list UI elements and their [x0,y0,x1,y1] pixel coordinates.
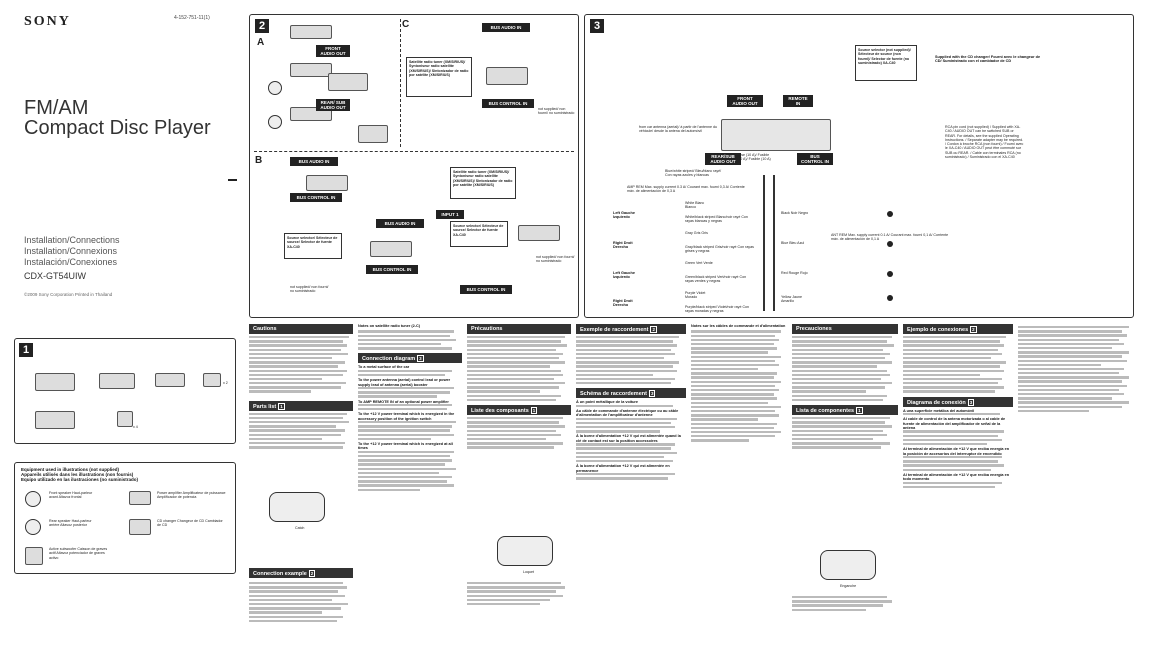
equipment-panel [14,462,236,574]
amp-rem-label: AMP REM Max. supply current 0.3 A/ Courant max. fourni 0,3 A/ Corriente máx. de alimentación de 0,3 A [627,185,745,194]
front-speaker-icon [25,491,41,507]
column-7 [903,324,1013,642]
step-5-title: To the +12 V power terminal which is energized at all times [358,442,453,451]
bus-control-in-label: BUS CONTROL IN [366,265,418,274]
connection-diagram-text [358,363,462,494]
ejemplo-title: Ejemplo de conexiones [907,327,969,333]
speaker-icon [268,115,282,129]
part-frame [99,373,135,389]
fold-mark [228,179,237,181]
parts-list-title: Parts list [253,403,277,410]
connector-dot [887,295,893,301]
subwoofer-label: Active subwoofer Caisson de graves actif Altavoz potenciador de graves activo [49,547,108,560]
precauciones-title: Precauciones [796,326,832,332]
precautions-fr-title: Précautions [471,326,503,332]
column-8-text [1018,324,1136,416]
diagrama-step-1: A una superficie metálica del automóvil [903,408,975,413]
purple-striped-label: Purple/black striped Violet/noir rayé Con rayas moradas y negras [685,305,750,314]
power-amp-label: Power amplifier Amplificateur de puissance Amplificador de potencia [157,491,226,500]
equipment-title-en: Equipment used in illustrations (not supplied) [21,467,120,472]
part-bracket [155,373,185,387]
enganche-label: Enganche [840,584,857,588]
input1-label: INPUT 1 [436,210,464,219]
front-speaker-label: Front speaker Haut-parleur avant Altavoz frontal [49,491,93,500]
speaker-icon [268,81,282,95]
diagrama-header [903,397,1013,407]
column-8 [1018,324,1136,642]
figure-2-number: 2 [255,19,269,33]
connector-dot [887,241,893,247]
speaker-unit-1 [290,25,332,39]
exemple-header [576,324,686,334]
rear-sub-audio-out-label: REAR/ SUB AUDIO OUT [316,99,350,111]
bus-audio-in-label: BUS AUDIO IN [482,23,530,32]
figure-2-panel [249,14,579,318]
connector-dot [887,211,893,217]
power-amp-icon [129,491,151,505]
connection-example-header [249,568,353,578]
step-4-title: To the +12 V power terminal which is energized in the accessory position of the ignition switch [358,412,455,421]
headunit-c [486,67,528,85]
headunit-b2 [370,241,412,257]
purple-wire-label: Purple Violet Morado [685,291,706,300]
headunit-a [328,73,368,91]
part-sleeve [35,373,75,391]
bus-audio-in-label: BUS AUDIO IN [376,219,424,228]
connector-dot [887,271,893,277]
step-2-title: To the power antenna (aerial) control lead or power supply lead of antenna (aerial) booster [358,378,451,387]
subwoofer-unit [358,125,388,143]
diagrama-step-2: Al cable de control de la antena motorizada o al cable de fuente de alimentación del amplificador de señal de la antena [903,417,1006,431]
subtitle-es: Instalación/Conexiones [24,257,118,267]
schema-ref: 3 [650,391,654,397]
right-label: Right Droit Derecho [613,241,633,250]
figure-1-panel [14,338,236,444]
step-3-title: To AMP REMOTE IN of an optional power amplifier [358,399,449,404]
left-label: Left Gauche Izquierdo [613,211,635,220]
cd-changer-icon [129,519,151,535]
figure-1-number: 1 [19,343,33,357]
section-a-label: A [257,37,265,48]
satellite-notes-text [358,328,462,353]
wire-bundle [763,175,765,311]
title-line2: Compact Disc Player [24,117,211,139]
diagrama-text [903,407,1013,492]
parts-list-text [249,411,353,453]
lista-text [792,415,898,453]
remote-in-label: REMOTE IN [783,95,813,107]
gray-wire-label: Gray Gris Gris [685,231,708,235]
antenna-label: from car antenna (aerial)/ à partir de l'antenne du véhicule/ desde la antena del automóvil [639,125,717,134]
bus-control-in-label: BUS CONTROL IN [290,193,342,202]
headunit-b3 [518,225,560,241]
step-1-title: To a metal surface of the car [358,365,410,370]
schema-header [576,388,686,398]
headunit-rear [721,119,831,151]
diagrama-step-3: Al terminal de alimentación de +12 V que reciba energía en la posición de accesorios del interruptor de encendido [903,447,1010,456]
parts-list-fr-title: Liste des composants [471,408,529,414]
column-6-footer-text [792,596,898,613]
part-screw [117,411,133,427]
precauciones-header [792,324,898,334]
schema-step-3: À la borne d'alimentation +12 V qui est alimentée quand la clé de contact est sur la position accessoires [576,434,681,443]
column-6 [792,324,898,642]
schema-step-2: Au câble de commande d'antenne électrique ou au câble d'alimentation de l'amplificateur d'antenne [576,408,679,418]
green-wire-label: Green Vert Verde [685,261,713,265]
model-number: CDX-GT54UIW [24,271,87,281]
ant-rem-label: ANT REM Max. supply current 0.1 A/ Courant max. fourni 0,1 A/ Corriente máx. de alimentación de 0,1 A [831,233,949,242]
blue-wire-label: Blue Bleu Azul [781,241,805,245]
schema-step-4: À la borne d'alimentation +12 V qui est alimentée en permanence [576,464,670,473]
ejemplo-ref: 2 [972,327,975,332]
diagrama-ref: 3 [969,399,973,405]
blue-white-label: Blue/white striped/ Bleu/blanc rayé/ Con rayas azules y blancas [665,169,722,178]
diagrama-title: Diagrama de conexión [907,399,966,406]
connection-example-title: Connection example [253,571,307,577]
catch-illustration [269,492,325,522]
diagrama-step-4: Al terminal de alimentación de +12 V que reciba energía en todo momento [903,472,1010,482]
copyright: ©2009 Sony Corporation Printed in Thailand [24,292,113,297]
part-case [35,411,75,429]
connection-example-text [249,582,353,624]
subtitle-fr: Installation/Connexions [24,246,118,256]
cautions-text [249,334,353,397]
lista-ref: 1 [858,408,861,413]
connection-diagram-title: Connection diagram [362,356,416,363]
left-label: Left Gauche Izquierdo [613,271,635,280]
source-selector-box: Source selector (not supplied)/ Sélecteur de source (non fourni)/ Selector de fuente (no suministrado) XA-C40 [855,45,917,81]
lista-title: Lista de componentes [796,408,855,414]
black-wire-label: Black Noir Negro [781,211,809,215]
front-audio-out-label: FRONT AUDIO OUT [316,45,350,57]
enganche-illustration [820,550,876,580]
column-4 [576,324,686,642]
connection-example-ref: 2 [310,571,314,576]
figure-3-number: 3 [590,19,604,33]
bus-control-in-label: BUS CONTROL IN [482,99,534,108]
loquet-label: Loquet [523,570,534,574]
right-label: Right Droit Derecho [613,299,633,308]
schema-text [576,398,686,483]
equipment-title-es: Equipo utilizado en las ilustraciones (no suministrado) [21,477,139,482]
figure-3-panel [584,14,1134,318]
equipment-title-fr: Appareils utilisés dans les illustrations (non fournis) [21,472,134,477]
rear-sub-label: REAR/SUB AUDIO OUT [705,153,741,165]
satellite-tuner-box: Satellite radio tuner (XM/SIRIUS)/ Syntoniseur radio satellite (XM/SIRIUS)/ Sintonizador de radio por satélite (XM/SIRIUS) [450,167,516,199]
qty-label: x 4 [133,425,138,429]
yellow-wire-label: Yellow Jaune Amarillo [781,295,803,304]
parts-list-header [249,401,353,411]
gray-striped-label: Gray/black striped Gris/noir rayé Con rayas grises y negras [685,245,754,254]
subwoofer-icon [25,547,43,565]
exemple-ref: 2 [652,327,655,332]
front-audio-out-label: FRONT AUDIO OUT [727,95,763,107]
bus-audio-in-label: BUS AUDIO IN [290,157,338,166]
source-selector-box: Source selector/ Sélecteur de source/ Selector de fuente XA-C40 [284,233,342,259]
fuse-label: Fuse (10 A)/ Fusible (10 A)/ Fusible (10 A) [737,153,771,162]
subtitle-en: Installation/Connections [24,235,120,245]
red-wire-label: Red Rouge Rojo [781,271,808,275]
section-c-label: C [402,19,410,30]
bus-control-in-label: BUS CONTROL IN [797,153,833,165]
cd-changer-label: CD changer Changeur de CD Cambiador de CD [157,519,223,528]
parts-list-fr-text [467,415,571,453]
part-number: 4-152-751-11(1) [174,15,210,21]
cautions-header [249,324,353,334]
source-selector-box: Source selector/ Sélecteur de source/ Selector de fuente XA-C40 [450,221,508,247]
ejemplo-header [903,324,1013,334]
green-striped-label: Green/black striped Vert/noir rayé Con rayas verdes y negras [685,275,747,284]
not-supplied-note: not supplied/ non fourni/ no suministrado [290,285,329,294]
divider-vertical [400,19,401,147]
cd-changer-note: Supplied with the CD changer/ Fourni avec le changeur de CD/ Suministrado con el cambiador de CD [935,55,1041,64]
schema-title: Schéma de raccordement [580,391,647,398]
qty-label: x 2 [223,381,228,385]
white-striped-label: White/black striped Blanc/noir rayé Con rayas blancas y negras [685,215,748,224]
title-line1: FM/AM [24,97,89,119]
catch-label: Catch [295,526,305,530]
column-2 [358,324,462,642]
figure-3-notes: RCA pin cord (not supplied) / Supplied with XA-C40 / AUDIO OUT can be switched SUB or REAR. For details, see the supplied Operating Instructions. / Separate adapter may be required. / Cordon à broche RCA (non fourni) / Fourni avec le XA-C40 / AUDIO OUT peut être commuté sur SUB ou REAR. / Cable con terminales RCA (no suministrado) / Suministrado con el XA-C40 [945,125,1024,160]
rear-speaker-label: Rear speaker Haut-parleur arrière Altavoz posterior [49,519,92,528]
loquet-illustration [497,536,553,566]
exemple-text [576,334,686,388]
brand-logo: SONY [24,14,71,29]
rear-speaker-icon [25,519,41,535]
column-1 [249,324,353,642]
wire-bundle [773,175,775,311]
column-3 [467,324,571,642]
satellite-tuner-box: Satellite radio tuner (XM/SIRIUS)/ Syntoniseur radio satellite (XM/SIRIUS)/ Sintonizador de radio por satélite (XM/SIRIUS) [406,57,472,97]
amp-unit-1 [290,63,332,77]
column-3-footer-text [467,582,571,607]
parts-list-ref: 1 [280,403,283,409]
precautions-fr-header [467,324,571,334]
divider-horizontal [254,151,574,152]
part-connector [203,373,221,387]
connection-diagram-header [358,353,462,363]
controle-notes-title: Notes sur les câbles de commande et d'alimentation [691,324,786,328]
headunit-b1 [306,175,348,191]
precautions-fr-text [467,334,571,405]
ejemplo-text [903,334,1013,397]
bus-control-in-label: BUS CONTROL IN [460,285,512,294]
satellite-notes-title: Notes on satellite radio tuner (2-C) [358,324,421,328]
white-wire-label: White Blanc Blanco [685,201,705,210]
exemple-title: Exemple de raccordement [580,327,649,333]
not-supplied-note: not supplied/ non fourni/ no suministrado [538,107,575,116]
precauciones-text [792,334,898,405]
schema-step-1: À un point métallique de la voiture [576,400,639,405]
subtitles [24,235,120,268]
column-5 [691,324,787,642]
not-supplied-note: not supplied/ non fourni/ no suministrado [536,255,575,264]
cautions-title: Cautions [253,326,277,332]
connection-diagram-ref: 3 [419,356,422,362]
lista-header [792,405,898,415]
parts-list-fr-ref: 1 [532,408,536,413]
section-b-label: B [255,155,263,166]
controle-notes-text [691,328,787,445]
parts-list-fr-header [467,405,571,415]
